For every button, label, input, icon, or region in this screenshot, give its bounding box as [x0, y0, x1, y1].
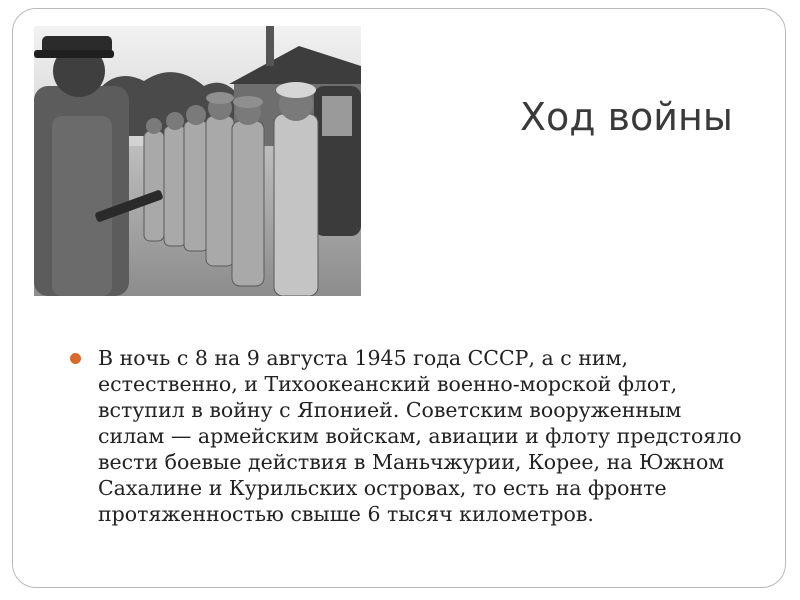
historical-photo — [34, 26, 361, 296]
slide-title: Ход войны — [520, 95, 733, 140]
bullet-dot-icon — [70, 353, 81, 364]
photo-illustration — [34, 26, 361, 296]
bullet-text: В ночь с 8 на 9 августа 1945 года СССР, а с ним, естественно, и Тихоокеанский военно-морской флот, вступил в войну с Японией. Советским вооруженным силам — армейским войскам, авиации и флоту предстояло вести боевые действия в Маньчжурии, Корее, на Южном Сахалине и Курильских островах, то есть на фронте протяженностью свыше 6 тысяч километров. — [98, 346, 742, 526]
